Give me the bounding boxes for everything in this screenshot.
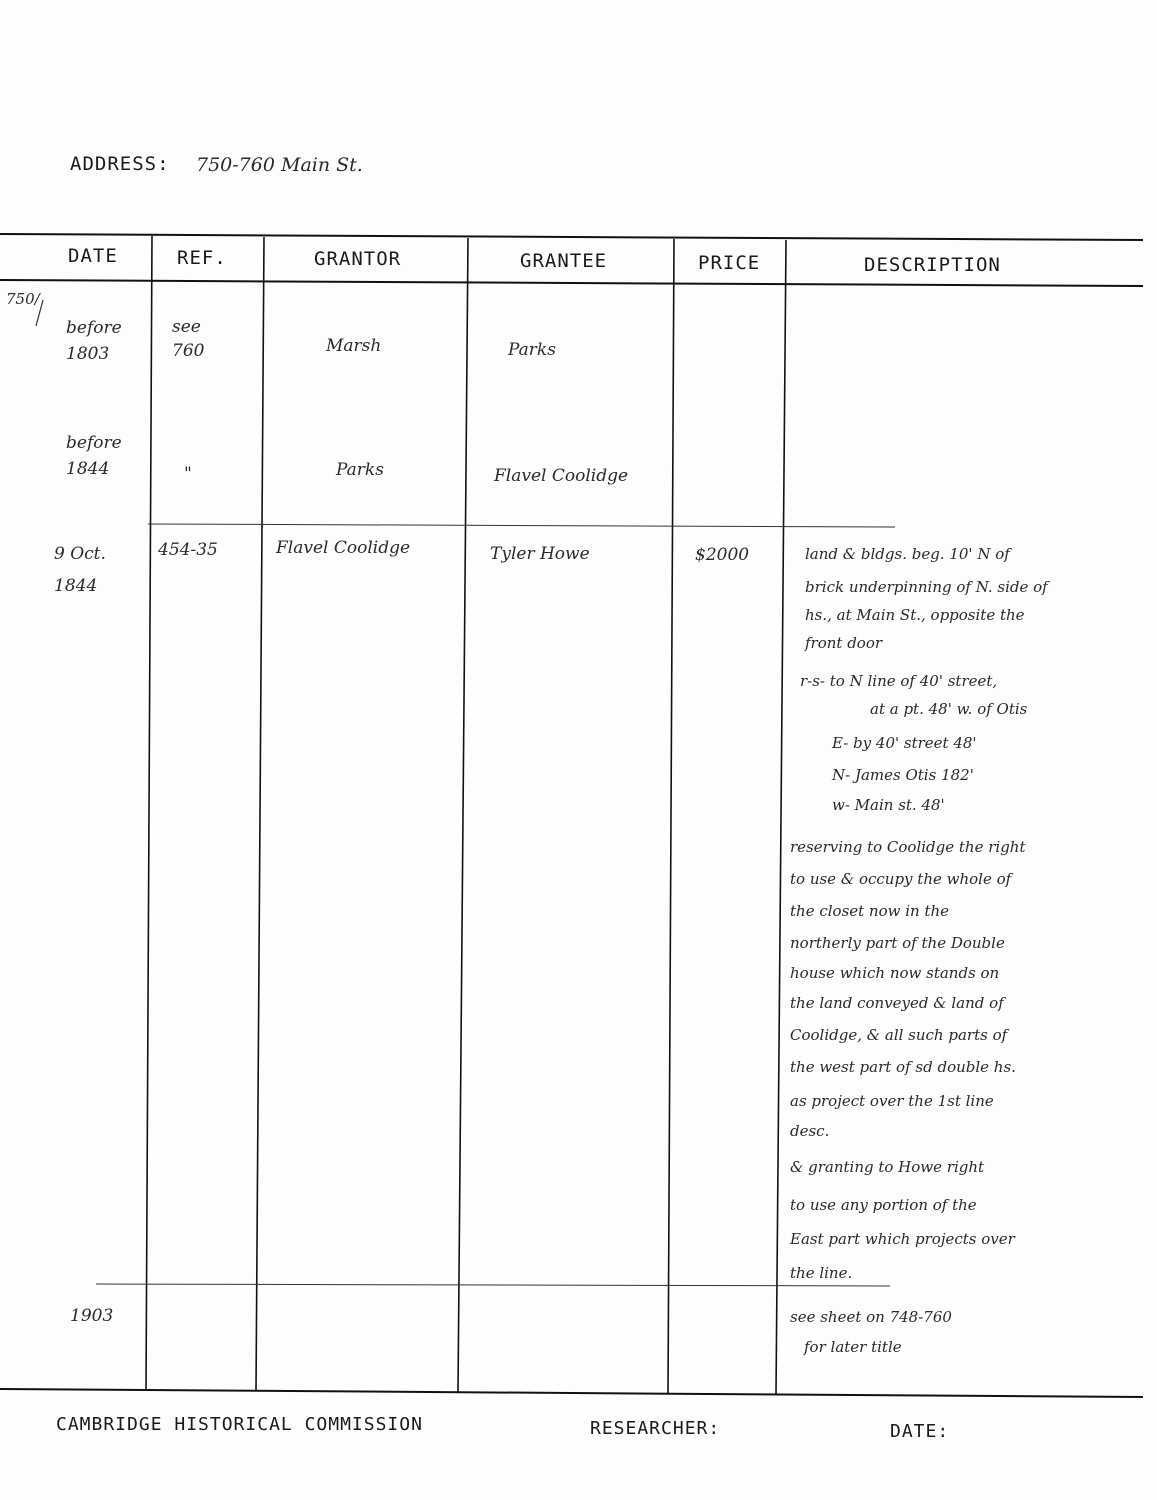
column-header-date: DATE: [68, 245, 118, 267]
description-line: see sheet on 748-760: [790, 1308, 952, 1326]
description-line: hs., at Main St., opposite the: [805, 606, 1025, 624]
description-line: w- Main st. 48': [832, 796, 945, 814]
description-line: the land conveyed & land of: [790, 994, 1004, 1012]
description-line: for later title: [804, 1338, 902, 1356]
description-line: Coolidge, & all such parts of: [790, 1026, 1008, 1044]
description-line: land & bldgs. beg. 10' N of: [805, 545, 1010, 563]
description-line: to use & occupy the whole of: [790, 870, 1012, 888]
address-label: ADDRESS:: [70, 153, 170, 175]
entry-grantee: Tyler Howe: [490, 544, 590, 564]
entry-ref: 454-35: [158, 540, 218, 560]
entry-grantor: Marsh: [326, 336, 382, 356]
entry-date: before 1803: [66, 318, 122, 364]
description-line: the west part of sd double hs.: [790, 1058, 1016, 1076]
column-header-grantee: GRANTEE: [520, 250, 608, 272]
commission-name: CAMBRIDGE HISTORICAL COMMISSION: [56, 1414, 423, 1435]
description-line: to use any portion of the: [790, 1196, 977, 1214]
description-line: at a pt. 48' w. of Otis: [870, 700, 1028, 718]
description-line: brick underpinning of N. side of: [805, 578, 1048, 596]
entry-date: before 1844: [66, 433, 122, 479]
description-line: East part which projects over: [790, 1230, 1015, 1248]
entry-price: $2000: [695, 545, 750, 565]
description-line: as project over the 1st line: [790, 1092, 994, 1110]
description-line: the line.: [790, 1264, 853, 1282]
description-line: E- by 40' street 48': [832, 734, 977, 752]
entry-ref: see 760: [172, 317, 205, 361]
column-header-price: PRICE: [698, 252, 761, 274]
description-line: r-s- to N line of 40' street,: [800, 672, 998, 690]
date-note: 750/: [6, 290, 40, 308]
address-value: 750-760 Main St.: [196, 154, 363, 176]
entry-grantor: Parks: [336, 460, 384, 480]
column-header-ref: REF.: [177, 247, 227, 269]
description-line: house which now stands on: [790, 964, 1000, 982]
column-header-description: DESCRIPTION: [864, 254, 1001, 276]
description-line: & granting to Howe right: [790, 1158, 985, 1176]
description-line: front door: [805, 634, 883, 652]
description-line: N- James Otis 182': [832, 766, 974, 784]
entry-ref: ": [184, 464, 192, 484]
entry-grantee: Flavel Coolidge: [494, 466, 629, 486]
entry-grantor: Flavel Coolidge: [276, 538, 411, 558]
description-line: reserving to Coolidge the right: [790, 838, 1026, 856]
description-line: the closet now in the: [790, 902, 950, 920]
entry-grantee: Parks: [508, 340, 556, 360]
entry-date: 1903: [70, 1306, 114, 1326]
description-line: desc.: [790, 1122, 830, 1140]
entry-date: 9 Oct. 1844: [54, 544, 106, 596]
researcher-label: RESEARCHER:: [590, 1418, 721, 1439]
footer-date-label: DATE:: [890, 1421, 950, 1442]
column-header-grantor: GRANTOR: [314, 248, 402, 270]
description-line: northerly part of the Double: [790, 934, 1005, 952]
